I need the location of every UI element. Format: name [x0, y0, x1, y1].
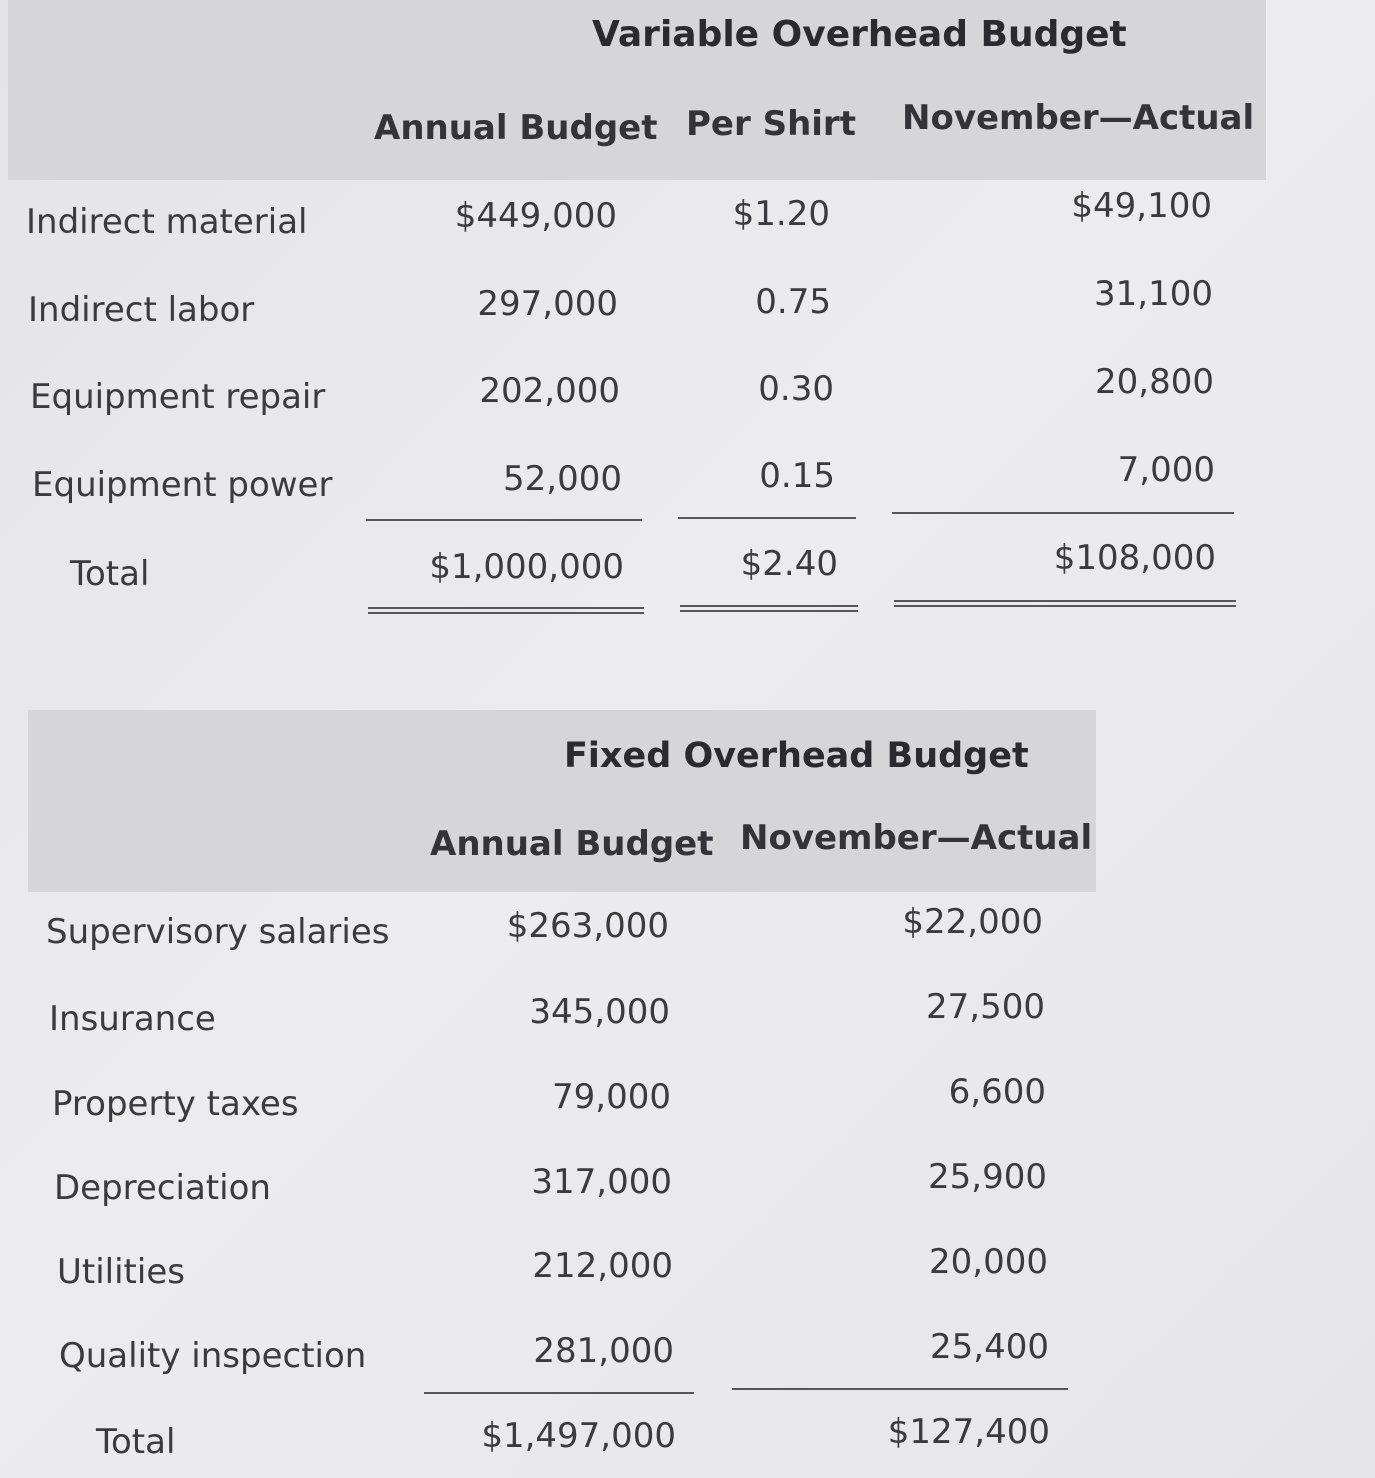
fixed-col-annual: Annual Budget [430, 824, 714, 864]
variable-row-label: Indirect material [26, 202, 308, 242]
fixed-row-label: Utilities [57, 1252, 185, 1292]
variable-title: Variable Overhead Budget [592, 14, 1127, 55]
variable-row-annual: 202,000 [479, 371, 620, 411]
fixed-total-label: Total [96, 1422, 176, 1462]
variable-col-per-shirt: Per Shirt [686, 104, 856, 144]
fixed-title: Fixed Overhead Budget [564, 736, 1029, 776]
fixed-col-actual: November—Actual [740, 818, 1093, 858]
variable-row-actual: 31,100 [1094, 274, 1213, 314]
variable-col-annual: Annual Budget [374, 108, 658, 148]
variable-row-annual: 52,000 [503, 459, 622, 499]
fixed-row-actual: $22,000 [902, 902, 1043, 942]
fixed-row-actual: 27,500 [926, 987, 1045, 1027]
variable-subtotal-rule-per-shirt [678, 517, 856, 519]
variable-row-actual: $49,100 [1071, 186, 1212, 226]
fixed-row-annual: 345,000 [529, 992, 670, 1032]
variable-row-per-shirt: 0.75 [755, 282, 831, 322]
fixed-row-annual: 317,000 [531, 1162, 672, 1202]
variable-subtotal-rule-actual [892, 512, 1234, 514]
fixed-row-label: Depreciation [54, 1168, 271, 1208]
fixed-total-annual: $1,497,000 [481, 1416, 676, 1456]
fixed-subtotal-rule-actual [732, 1388, 1068, 1390]
variable-row-per-shirt: 0.30 [758, 369, 834, 409]
variable-total-rule-annual [368, 607, 644, 614]
fixed-row-actual: 25,400 [930, 1327, 1049, 1367]
variable-total-annual: $1,000,000 [429, 547, 624, 587]
fixed-row-annual: $263,000 [506, 906, 669, 946]
fixed-row-label: Insurance [49, 999, 216, 1039]
fixed-total-actual: $127,400 [887, 1412, 1050, 1452]
variable-col-actual: November—Actual [902, 98, 1255, 138]
variable-row-per-shirt: $1.20 [732, 194, 830, 234]
variable-total-label: Total [70, 554, 150, 594]
fixed-row-annual: 212,000 [532, 1246, 673, 1286]
fixed-row-actual: 25,900 [928, 1157, 1047, 1197]
fixed-row-annual: 281,000 [533, 1331, 674, 1371]
fixed-row-label: Quality inspection [59, 1336, 367, 1376]
variable-row-label: Indirect labor [28, 290, 255, 330]
fixed-row-label: Supervisory salaries [46, 912, 390, 952]
fixed-row-actual: 6,600 [948, 1072, 1046, 1112]
variable-total-rule-actual [894, 600, 1236, 607]
variable-row-per-shirt: 0.15 [759, 456, 835, 496]
variable-row-actual: 20,800 [1095, 362, 1214, 402]
fixed-row-label: Property taxes [52, 1084, 299, 1124]
variable-row-actual: 7,000 [1117, 450, 1215, 490]
variable-row-label: Equipment repair [30, 377, 326, 417]
variable-row-annual: 297,000 [477, 284, 618, 324]
variable-total-actual: $108,000 [1053, 538, 1216, 578]
fixed-row-actual: 20,000 [929, 1242, 1048, 1282]
fixed-row-annual: 79,000 [552, 1077, 671, 1117]
variable-row-label: Equipment power [32, 465, 333, 505]
variable-row-annual: $449,000 [454, 196, 617, 236]
variable-total-rule-per-shirt [680, 605, 858, 612]
fixed-subtotal-rule-annual [424, 1392, 694, 1394]
variable-subtotal-rule-annual [366, 519, 642, 521]
variable-total-per-shirt: $2.40 [740, 544, 838, 584]
